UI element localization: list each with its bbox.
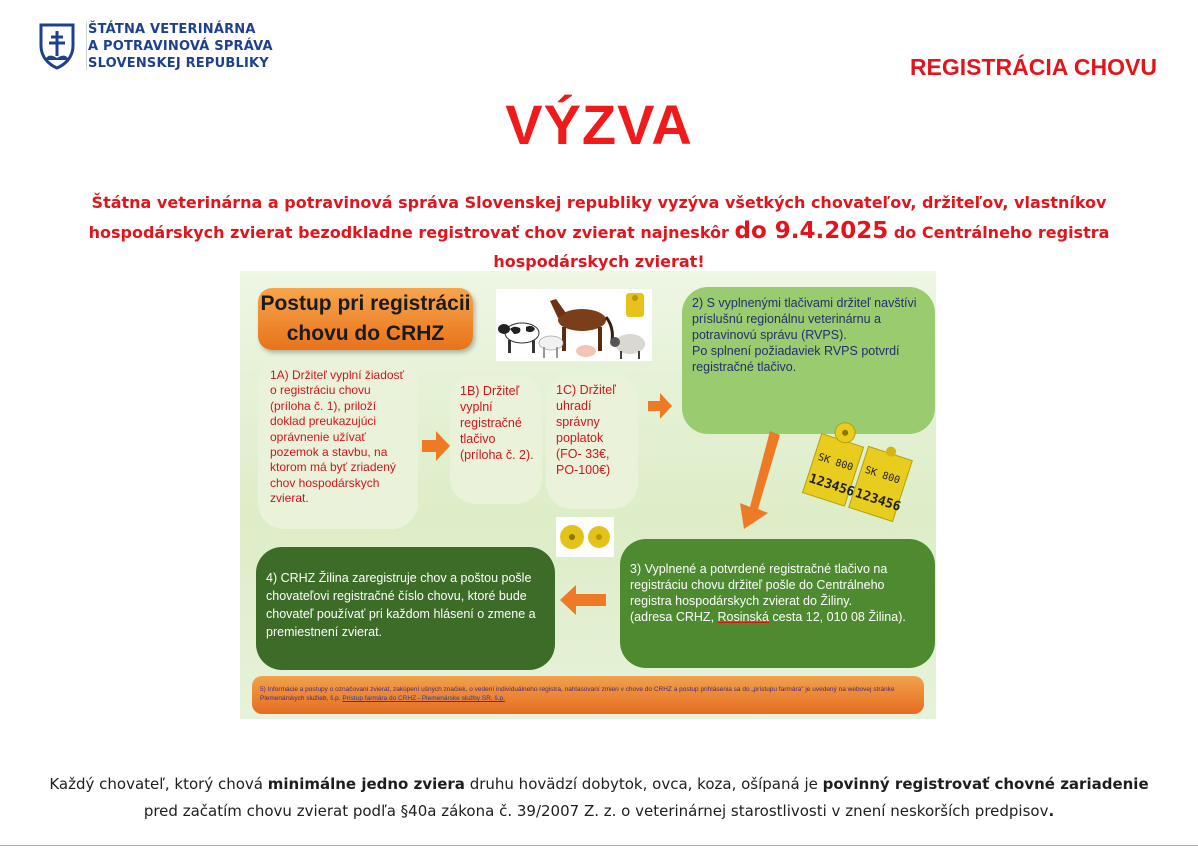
arrow-down-icon (736, 431, 786, 535)
step-3 (620, 539, 935, 668)
step-1c: 1C) Držiteľ uhradí správny poplatok (FO- 33€, PO-100€) (546, 375, 638, 509)
step-3-text: 3) Vyplnené a potvrdené registračné tlačivo na registráciu chovu držiteľ pošle do Centrálneho registra hospodárskych zvierat do Žiliny. (630, 562, 888, 608)
bottom-text-2: druhu hovädzí dobytok, ovca, koza, ošípaná je (464, 775, 823, 793)
organization-name (88, 21, 273, 72)
step-3-address (630, 609, 925, 625)
registration-label: REGISTRÁCIA CHOVU (909, 54, 1157, 80)
bottom-bold-2: povinný registrovať chovné zariadenie (822, 775, 1149, 793)
coat-of-arms-icon (38, 22, 76, 70)
step-2 (682, 287, 935, 434)
round-ear-tags-icon (556, 517, 614, 557)
deadline: do 9.4.2025 (734, 218, 889, 244)
logo-divider (86, 22, 87, 70)
footer-link[interactable]: Prístup farmára do CRHZ - Plemenárske služby SR, š.p. (342, 695, 505, 702)
bottom-text-3: pred začatím chovu zvierat podľa §40a zákona č. 39/2007 Z. z. o veterinárnej starostlivosti v znení neskorších predpisov (143, 802, 1049, 820)
registration-infographic (240, 271, 936, 719)
intro-text-1: Štátna veterinárna a potravinová správa Slovenskej republiky vyzýva všetkých chovateľov, držiteľov, vlastníkov hospodárskych zvierat bezodkladne registrovať chov zvierat najneskôr (88, 193, 1107, 242)
address-post: cesta 12, 010 08 Žilina). (768, 610, 906, 624)
ear-tags-icon (802, 417, 918, 533)
step-2-text: 2) S vyplnenými tlačivami držiteľ navštívi príslušnú regionálnu veterinárnu a potravinovú správu (RVPS). (692, 296, 917, 342)
arrow-right-icon (422, 431, 450, 465)
step-1a: 1A) Držiteľ vyplní žiadosť o registráciu chovu (príloha č. 1), priloží doklad preukazujúci oprávnenie užívať pozemok a stavbu, na ktorom má byť zriadený chov hospodárskych zvierat. (258, 358, 418, 529)
bottom-text-1: Každý chovateľ, ktorý chová (49, 775, 268, 793)
org-line-2: A POTRAVINOVÁ SPRÁVA (88, 39, 273, 54)
infographic-title (258, 288, 473, 350)
address-pre: (adresa CRHZ, (630, 610, 718, 624)
address-street: Rosinská (717, 610, 769, 624)
step-2-confirmation: Po splnení požiadaviek RVPS potvrdí registračné tlačivo. (692, 344, 900, 374)
arrow-left-icon (560, 585, 606, 619)
step-1b: 1B) Držiteľ vyplní registračné tlačivo (príloha č. 2). (450, 376, 542, 504)
bottom-paragraph (30, 771, 1168, 825)
bottom-divider (0, 845, 1198, 846)
footer-note-text: 5) Informácie a postupy o označovaní zvierat, zakúpení ušných značiek, o vedení individuálneho registra, nahlasovaní zmien v chove do CRHZ a postup prihlásenia sa do „prístupu farmára" je uvedený na webovej stránke Plemenárskych služieb, š.p. (260, 686, 895, 702)
title-line-2: chovu do CRHZ (286, 322, 445, 345)
bottom-bold-1: minimálne jedno zviera (267, 775, 465, 793)
headline: VÝZVA (505, 93, 693, 156)
title-line-1: Postup pri registrácii (260, 292, 471, 315)
ear-tag-small-icon (625, 291, 645, 323)
intro-text-2: do Centrálneho registra hospodárskych zvierat! (493, 223, 1110, 271)
bottom-end: . (1048, 802, 1055, 820)
ear-tag-1-code: SK 800 (816, 451, 855, 474)
ear-tag-2-number: 123456 (853, 486, 903, 515)
step-4: 4) CRHZ Žilina zaregistruje chov a poštou pošle chovateľovi registračné číslo chovu, ktoré bude chovateľ používať pri každom hlásení o zmene a premiestnení zvierat. (256, 547, 555, 670)
info-footer-note (252, 676, 924, 714)
org-line-1: ŠTÁTNA VETERINÁRNA (88, 22, 256, 37)
ear-tag-2-code: SK 800 (863, 464, 902, 487)
arrow-right-icon (648, 393, 672, 423)
org-line-3: SLOVENSKEJ REPUBLIKY (88, 56, 269, 71)
intro-paragraph (30, 188, 1168, 276)
ear-tag-1-number: 123456 (806, 471, 857, 501)
